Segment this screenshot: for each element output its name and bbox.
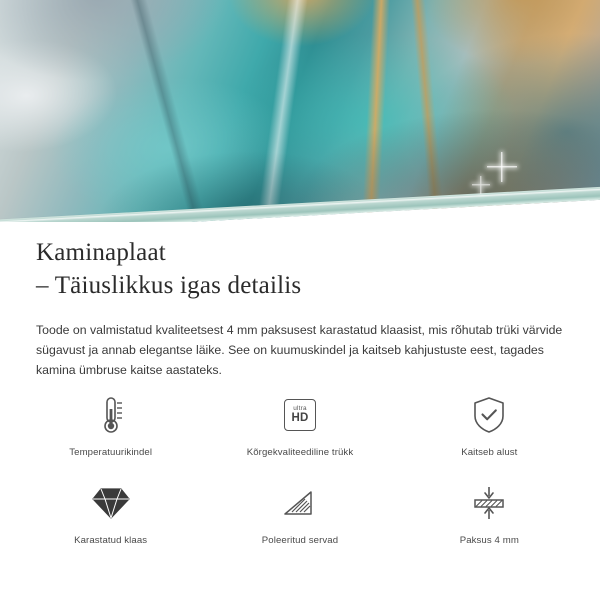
feature-label: Kaitseb alust	[461, 447, 518, 458]
feature-label: Poleeritud servad	[261, 535, 339, 546]
feature-label: Karastatud klaas	[74, 535, 148, 546]
feature-item-print-quality	[205, 392, 394, 458]
headline-line-2: – Täiuslikkus igas detailis	[36, 272, 302, 299]
feature-label: Temperatuurikindel	[69, 447, 153, 458]
feature-item-temperature	[16, 392, 205, 458]
page-title	[0, 222, 600, 302]
hero-image	[0, 0, 600, 222]
glass-panel	[0, 0, 600, 222]
diamond-icon	[91, 480, 131, 526]
feature-label: Paksus 4 mm	[459, 535, 519, 546]
ultra-hd-bottom-label: HD	[291, 411, 309, 424]
ultra-hd-icon	[284, 392, 316, 438]
polished-edges-icon	[281, 480, 319, 526]
intro-paragraph: Toode on valmistatud kvaliteetsest 4 mm paksusest karastatud klaasist, mis rõhutab trüki värvide sügavust ja annab elegantse läike. See on kuumuskindel ja kaitseb kahjustuste eest, tagades kamina ümbruse kaitse aastateks.	[36, 323, 563, 377]
feature-label: Kõrgekvaliteediline trükk	[246, 447, 354, 458]
feature-grid	[0, 392, 600, 546]
content-block	[0, 222, 600, 380]
thermometer-icon	[91, 392, 131, 438]
feature-item-polished-edges	[205, 480, 394, 546]
ultra-hd-top-label: ultra	[293, 404, 307, 412]
headline-line-1: Kaminaplaat	[36, 239, 166, 266]
marble-shadow	[0, 0, 600, 222]
feature-item-thickness	[395, 480, 584, 546]
thickness-icon	[469, 480, 509, 526]
shield-check-icon	[471, 392, 507, 438]
feature-item-tempered-glass	[16, 480, 205, 546]
feature-item-protects-surface	[395, 392, 584, 458]
